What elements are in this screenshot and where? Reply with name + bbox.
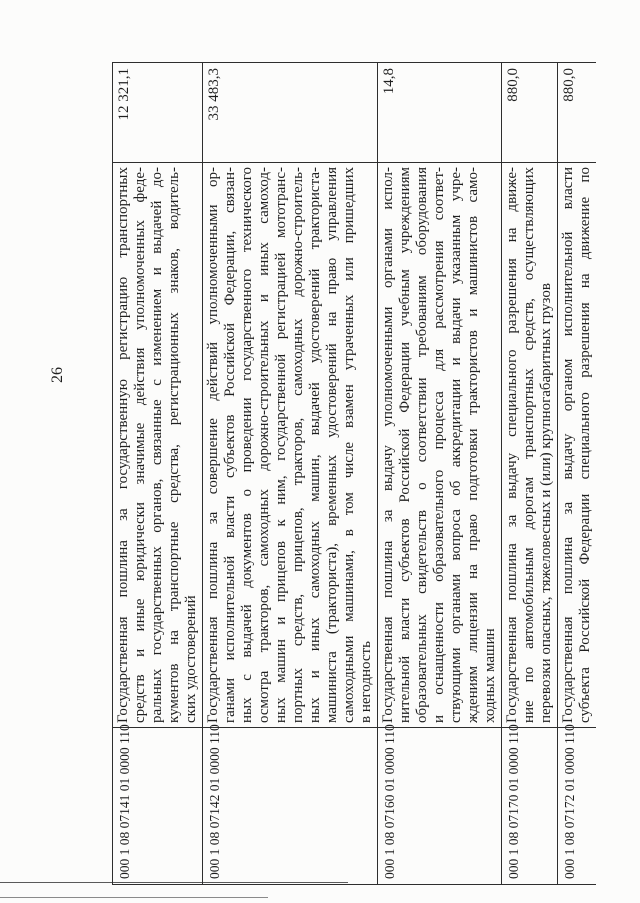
description-line: Государственная пошлина за выдачу уполномоченными органами испол- bbox=[380, 167, 396, 723]
table-row bbox=[378, 63, 502, 885]
revenue-description bbox=[203, 163, 378, 728]
description-line: в негодность bbox=[358, 641, 374, 723]
description-line: ральных государственных органов, связанные с изменением и выдачей до- bbox=[149, 167, 165, 723]
amount: 880,0 bbox=[558, 63, 597, 163]
revenue-code: 000 1 08 07160 01 0000 110 bbox=[378, 728, 502, 885]
description-line: Государственная пошлина за выдачу органом исполнительной власти bbox=[560, 167, 576, 723]
amount: 14,8 bbox=[378, 63, 502, 163]
description-line: ных с выдачей документов о проведении государственного технического bbox=[239, 167, 255, 723]
description-line: ждениям лицензии на право подготовки трактористов и машинистов само- bbox=[465, 167, 481, 723]
table-row bbox=[203, 63, 378, 885]
description-line: ных машин и прицепов к ним, государственной регистрацией мототранс- bbox=[273, 167, 289, 723]
description-line: Государственная пошлина за государственную регистрацию транспортных bbox=[115, 167, 131, 723]
table-row bbox=[502, 63, 558, 885]
description-line: нительной власти субъектов Российской Федерации учебным учреждениям bbox=[397, 167, 413, 723]
revenue-description bbox=[502, 163, 558, 728]
description-line: Государственная пошлина за выдачу специального разрешения на движе- bbox=[504, 167, 520, 723]
amount: 33 483,3 bbox=[203, 63, 378, 163]
table-row bbox=[113, 63, 203, 885]
scan-edge-line bbox=[0, 897, 268, 898]
description-line: ганами исполнительной власти субъектов Российской Федерации, связан- bbox=[222, 167, 238, 723]
description-line: средств и иные юридически значимые действия уполномоченных феде- bbox=[132, 167, 148, 723]
revenue-description bbox=[558, 163, 597, 728]
revenue-code: 000 1 08 07172 01 0000 110 bbox=[558, 728, 597, 885]
description-line: ходных машин bbox=[482, 628, 498, 723]
page-number: 26 bbox=[49, 367, 66, 383]
description-line: образовательных свидетельств о соответствии требованиям оборудования bbox=[414, 167, 430, 723]
description-line: машиниста (тракториста), временных удостоверений на право управления bbox=[324, 167, 340, 723]
description-line: ние по автомобильным дорогам транспортных средств, осуществляющих bbox=[521, 167, 537, 723]
description-line: кументов на транспортные средства, регистрационных знаков, водитель- bbox=[166, 167, 182, 723]
rotated-page-content bbox=[49, 63, 596, 885]
revenue-code: 000 1 08 07142 01 0000 110 bbox=[203, 728, 378, 885]
amount: 12 321,1 bbox=[113, 63, 203, 163]
description-line: осмотра тракторов, самоходных дорожно-строительных и иных самоход- bbox=[256, 167, 272, 723]
revenue-table-body bbox=[113, 63, 597, 885]
description-line: ных и иных самоходных машин, выдачей удостоверений тракториста- bbox=[307, 167, 323, 723]
description-line: ских удостоверений bbox=[183, 595, 199, 723]
description-line: и оснащенности образовательного процесса для рассмотрения соответ- bbox=[431, 167, 447, 723]
description-line: перевозки опасных, тяжеловесных и (или) крупногабаритных грузов bbox=[538, 283, 554, 723]
revenue-description bbox=[113, 163, 203, 728]
description-line: самоходными машинами, в том числе взамен утраченных или пришедших bbox=[341, 167, 357, 723]
description-line: портных средств, прицепов, тракторов, самоходных дорожно-строитель- bbox=[290, 167, 306, 723]
table-row bbox=[558, 63, 597, 885]
description-line: Государственная пошлина за совершение действий уполномоченными ор- bbox=[205, 167, 221, 723]
description-line: субъекта Российской Федерации специального разрешения на движение по bbox=[577, 167, 593, 723]
revenue-code: 000 1 08 07170 01 0000 110 bbox=[502, 728, 558, 885]
revenue-description bbox=[378, 163, 502, 728]
description-line: ствующими органами вопроса об аккредитации и выдачи указанным учре- bbox=[448, 167, 464, 723]
revenue-table bbox=[112, 62, 596, 885]
amount: 880,0 bbox=[502, 63, 558, 163]
revenue-code: 000 1 08 07141 01 0000 110 bbox=[113, 728, 203, 885]
